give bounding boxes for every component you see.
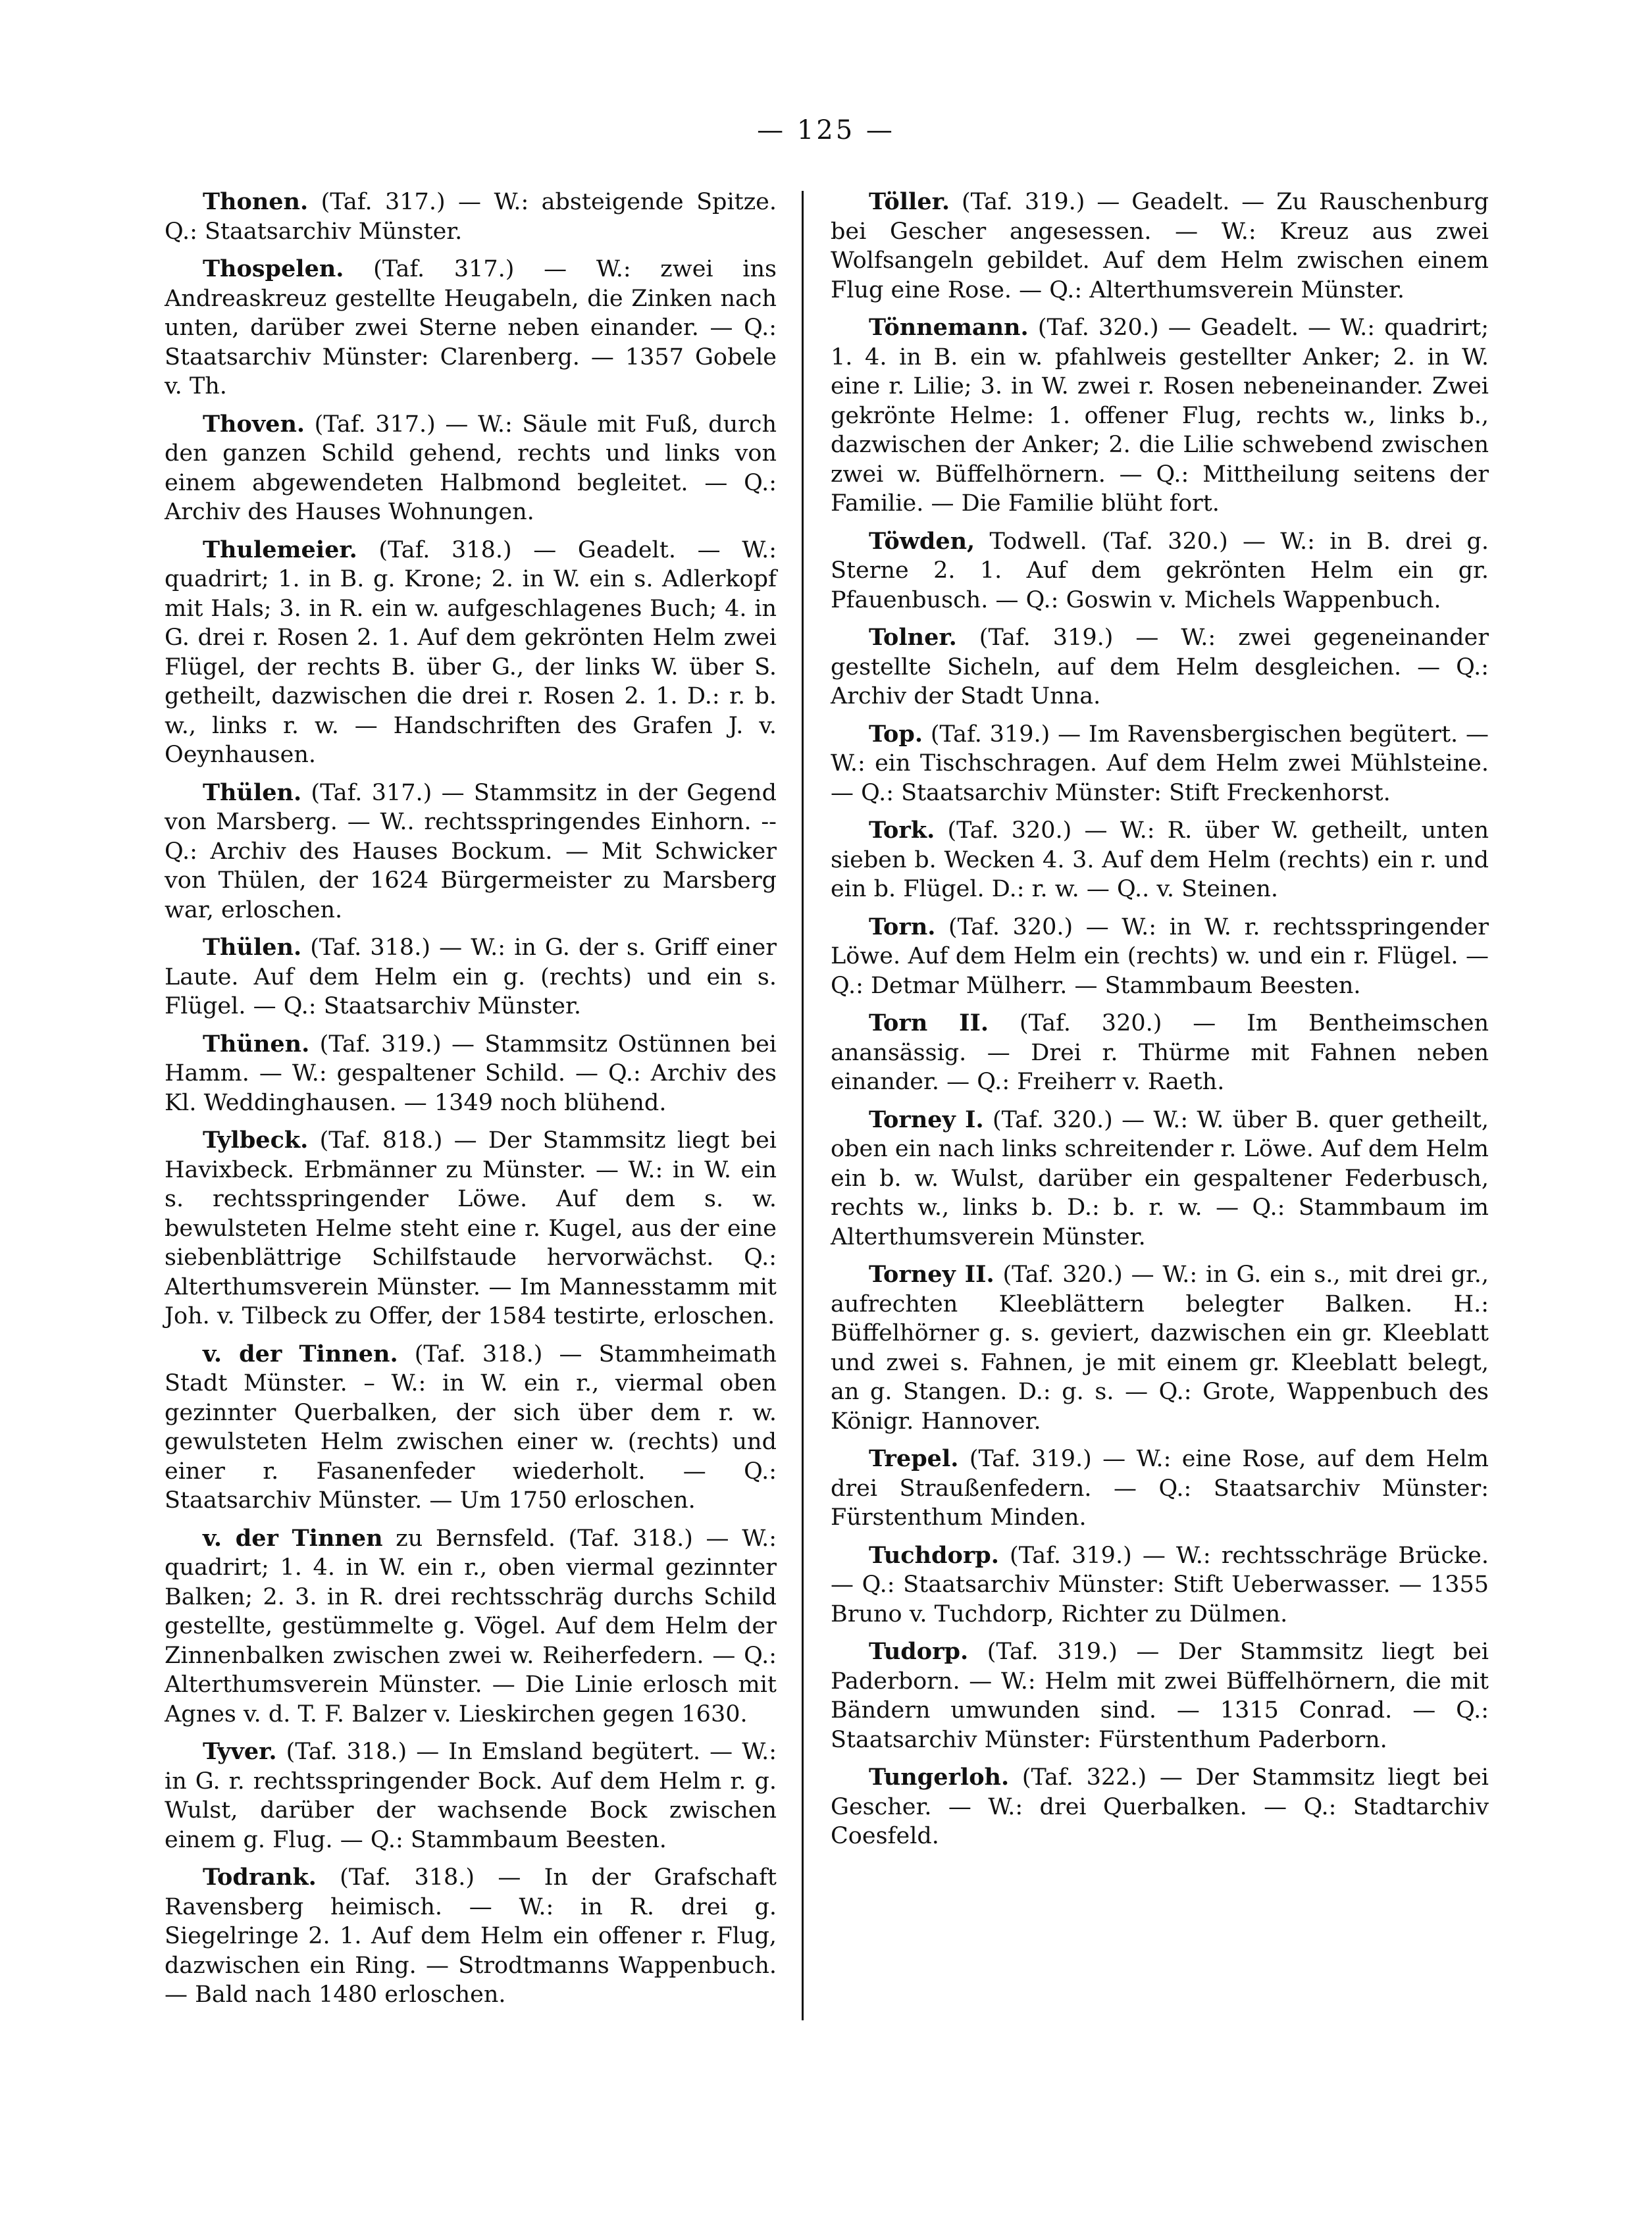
entry bbox=[165, 255, 777, 401]
entry-text: (Taf. 320.) — W.: in W. r. rechtsspringender Löwe. Auf dem Helm ein (rechts) w. und ein r. Flügel. — Q.: Detmar Mülherr. — Stammbaum Beesten. bbox=[831, 913, 1489, 999]
entry-name: Tönnemann. bbox=[869, 314, 1029, 341]
entry bbox=[165, 1340, 777, 1516]
entry bbox=[831, 188, 1489, 305]
entry-text: (Taf. 320.) — W.: in G. ein s., mit drei gr., aufrechten Kleeblättern belegter Balken. H.: Büffelhörner g. s. geviert, dazwischen ein gr. Kleeblatt und zwei s. Fahnen, je mit einem gr. Kleeblatt belegt, an g. Stangen. D.: g. s. — Q.: Grote, Wappenbuch des Königr. Hannover. bbox=[831, 1262, 1489, 1435]
entry-name: Torn II. bbox=[869, 1010, 989, 1036]
entry bbox=[831, 1637, 1489, 1754]
entry-name: Thospelen. bbox=[203, 255, 344, 282]
entry bbox=[165, 1524, 777, 1729]
entry-name: Thonen. bbox=[203, 188, 309, 215]
entry bbox=[165, 1030, 777, 1118]
entry-name: Thülen. bbox=[203, 779, 302, 806]
entry-text: (Taf. 320.) — Geadelt. — W.: quadrirt; 1. 4. in B. ein w. pfahlweis gestellter Anker; 2. in W. eine r. Lilie; 3. in W. zwei r. Rosen nebeneinander. Zwei gekrönte Helme: 1. offener Flug, rechts w., links b., dazwischen der Anker; 2. die Lilie schwebend zwischen zwei w. Büffelhörnern. — Q.: Mittheilung seitens der Familie. — Die Familie blüht fort. bbox=[831, 315, 1489, 517]
entry bbox=[165, 1126, 777, 1331]
entry-name: Tork. bbox=[869, 817, 935, 844]
entry bbox=[831, 1763, 1489, 1851]
entry bbox=[831, 313, 1489, 519]
entry bbox=[165, 410, 777, 527]
entry-name: Torney I. bbox=[869, 1106, 984, 1133]
entry-name: Tuchdorp. bbox=[869, 1541, 999, 1569]
entry-text: (Taf. 319.) — Geadelt. — Zu Rauschenburg bei Gescher angesessen. — W.: Kreuz aus zwei Wolfsangeln gebildet. Auf dem Helm zwischen einem Flug eine Rose. — Q.: Alterthumsverein Münster. bbox=[831, 189, 1489, 303]
entry-text: (Taf. 320.) — W.: W. über B. quer getheilt, oben ein nach links schreitender r. Löwe. Auf dem Helm ein b. w. Wulst, darüber ein gespaltener Federbusch, rechts w., links b. D.: b. r. w. — Q.: Stammbaum im Alterthumsverein Münster. bbox=[831, 1106, 1489, 1250]
entry-name: v. der Tinnen bbox=[203, 1524, 383, 1552]
entry-name: Trepel. bbox=[869, 1445, 959, 1472]
entry-text: (Taf. 320.) — W.: R. über W. getheilt, unten sieben b. Wecken 4. 3. Auf dem Helm (rechts) ein r. und ein b. Flügel. D.: r. w. — Q.. v. Steinen. bbox=[831, 817, 1489, 902]
right-column bbox=[831, 188, 1489, 1860]
entry-text: (Taf. 318.) — W.: quadrirt; 1. 4. in W. ein r., oben viermal gezinnter Balken; 2. 3. in R. drei rechtsschräg durchs Schild gestellte, gestümmelte g. Vögel. Auf dem Helm der Zinnenbalken zwischen zwei w. Reiherfedern. — Q.: Alterthumsverein Münster. — Die Linie erlosch mit Agnes v. d. T. F. Balzer v. Lieskirchen gegen 1630. bbox=[165, 1525, 777, 1727]
entry-name: Torn. bbox=[869, 913, 936, 940]
entry-name: Thulemeier. bbox=[203, 536, 357, 563]
entry bbox=[831, 913, 1489, 1001]
entry-name: v. der Tinnen. bbox=[203, 1340, 398, 1368]
entry-text: (Taf. 319.) — W.: rechtsschräge Brücke. — Q.: Staatsarchiv Münster: Stift Ueberwasser. — 1355 Bruno v. Tuchdorp, Richter zu Dülmen. bbox=[831, 1542, 1489, 1627]
entry-name: Torney II. bbox=[869, 1261, 994, 1288]
entry bbox=[831, 527, 1489, 615]
entry-text: (Taf. 318.) — Geadelt. — W.: quadrirt; 1. in B. g. Krone; 2. in W. ein s. Adlerkopf mit Hals; 3. in R. ein w. aufgeschlagenes Buch; 4. in G. drei r. Rosen 2. 1. Auf dem gekrönten Helm zwei Flügel, der rechts B. über G., der links W. über S. getheilt, dazwischen die drei r. Rosen 2. 1. D.: r. b. w., links r. w. — Handschriften des Grafen J. v. Oeynhausen. bbox=[165, 536, 777, 768]
entry-text: (Taf. 317.) — W.: absteigende Spitze. Q.: Staatsarchiv Münster. bbox=[165, 189, 777, 245]
entry bbox=[831, 623, 1489, 711]
entry bbox=[165, 779, 777, 925]
entry bbox=[165, 536, 777, 770]
entry-name: Thülen. bbox=[203, 934, 302, 961]
entry-name: Tyver. bbox=[203, 1738, 277, 1765]
entry bbox=[831, 1445, 1489, 1533]
entry-text: (Taf. 320.) — W.: in B. drei g. Sterne 2. 1. Auf dem gekrönten Helm ein gr. Pfauenbusch. — Q.: Goswin v. Michels Wappenbuch. bbox=[831, 528, 1489, 613]
entry bbox=[831, 1106, 1489, 1252]
entry bbox=[831, 720, 1489, 808]
column-divider bbox=[802, 191, 804, 2020]
entry-text: (Taf. 320.) — Im Bentheimschen anansässig. — Drei r. Thürme mit Fahnen neben einander. — Q.: Freiherr v. Raeth. bbox=[831, 1010, 1489, 1095]
entry bbox=[165, 933, 777, 1021]
page-number: — 125 — bbox=[757, 115, 895, 145]
entry-name: Thoven. bbox=[203, 410, 305, 438]
entry-name-suffix: Todwell. bbox=[975, 528, 1087, 555]
entry-name: Tudorp. bbox=[869, 1638, 969, 1665]
entry-text: (Taf. 319.) — Der Stammsitz liegt bei Paderborn. — W.: Helm mit zwei Büffelhörnern, die mit Bändern umwunden sind. — 1315 Conrad. — Q.: Staatsarchiv Münster: Fürstenthum Paderborn. bbox=[831, 1639, 1489, 1753]
entry bbox=[831, 1260, 1489, 1436]
entry bbox=[165, 188, 777, 246]
entry-name: Top. bbox=[869, 720, 923, 748]
entry-text: (Taf. 322.) — Der Stammsitz liegt bei Gescher. — W.: drei Querbalken. — Q.: Stadtarchiv Coesfeld. bbox=[831, 1764, 1489, 1849]
entry bbox=[831, 1009, 1489, 1097]
entry-name: Tolner. bbox=[869, 624, 957, 651]
entry-name: Töwden, bbox=[869, 527, 975, 555]
entry-text: (Taf. 317.) — W.: zwei ins Andreaskreuz gestellte Heugabeln, die Zinken nach unten, darüber zwei Sterne neben einander. — Q.: Staatsarchiv Münster: Clarenberg. — 1357 Gobele v. Th. bbox=[165, 256, 777, 399]
entry-name: Tylbeck. bbox=[203, 1127, 309, 1154]
entry-text: (Taf. 318.) — W.: in G. der s. Griff einer Laute. Auf dem Helm ein g. (rechts) und ein s. Flügel. — Q.: Staatsarchiv Münster. bbox=[165, 934, 777, 1019]
entry-text: (Taf. 318.) — In der Grafschaft Ravensberg heimisch. — W.: in R. drei g. Siegelringe 2. 1. Auf dem Helm ein offener r. Flug, dazwischen ein Ring. — Strodtmanns Wappenbuch. — Bald nach 1480 erloschen. bbox=[165, 1864, 777, 2008]
entry bbox=[831, 816, 1489, 904]
entry-text: (Taf. 319.) — W.: eine Rose, auf dem Helm drei Straußenfedern. — Q.: Staatsarchiv Münster: Fürstenthum Minden. bbox=[831, 1446, 1489, 1531]
entry-name: Töller. bbox=[869, 188, 950, 215]
entry bbox=[165, 1863, 777, 2010]
left-column bbox=[165, 188, 777, 2018]
entry bbox=[165, 1737, 777, 1854]
entry-text: (Taf. 319.) — Im Ravensbergischen begütert. — W.: ein Tischschragen. Auf dem Helm zwei Mühlsteine. — Q.: Staatsarchiv Münster: Stift Freckenhorst. bbox=[831, 721, 1489, 806]
entry-text: (Taf. 319.) — Stammsitz Ostünnen bei Hamm. — W.: gespaltener Schild. — Q.: Archiv des Kl. Weddinghausen. — 1349 noch blühend. bbox=[165, 1031, 777, 1116]
entry-text: (Taf. 318.) — Stammheimath Stadt Münster. – W.: in W. ein r., viermal oben gezinnter Querbalken, der sich über dem r. w. gewulsteten Helm zwischen einer w. (rechts) und einer r. Fasanenfeder wiederholt. — Q.: Staatsarchiv Münster. — Um 1750 erloschen. bbox=[165, 1341, 777, 1514]
entry-name: Thünen. bbox=[203, 1030, 310, 1058]
entry-text: (Taf. 317.) — Stammsitz in der Gegend von Marsberg. — W.. rechtsspringendes Einhorn. -- Q.: Archiv des Hauses Bockum. — Mit Schwicker von Thülen, der 1624 Bürgermeister zu Marsberg war, erloschen. bbox=[165, 779, 777, 923]
entry bbox=[831, 1541, 1489, 1629]
entry-text: (Taf. 318.) — In Emsland begütert. — W.: in G. r. rechtsspringender Bock. Auf dem Helm r. g. Wulst, darüber der wachsende Bock zwischen einem g. Flug. — Q.: Stammbaum Beesten. bbox=[165, 1739, 777, 1853]
entry-name: Todrank. bbox=[203, 1864, 317, 1891]
entry-name: Tungerloh. bbox=[869, 1764, 1010, 1791]
entry-text: (Taf. 317.) — W.: Säule mit Fuß, durch den ganzen Schild gehend, rechts und links von einem abgewendeten Halbmond begleitet. — Q.: Archiv des Hauses Wohnungen. bbox=[165, 411, 777, 525]
entry-name-suffix: zu Bernsfeld. bbox=[382, 1525, 555, 1552]
entry-text: (Taf. 818.) — Der Stammsitz liegt bei Havixbeck. Erbmänner zu Münster. — W.: in W. ein s. rechtsspringender Löwe. Auf dem s. w. bewulsteten Helme steht eine r. Kugel, aus der eine siebenblättrige Schilfstaude hervorwächst. Q.: Alterthumsverein Münster. — Im Mannesstamm mit Joh. v. Tilbeck zu Offer, der 1584 testirte, erloschen. bbox=[165, 1127, 777, 1329]
entry-text: (Taf. 319.) — W.: zwei gegeneinander gestellte Sicheln, auf dem Helm desgleichen. — Q.: Archiv der Stadt Unna. bbox=[831, 625, 1489, 709]
